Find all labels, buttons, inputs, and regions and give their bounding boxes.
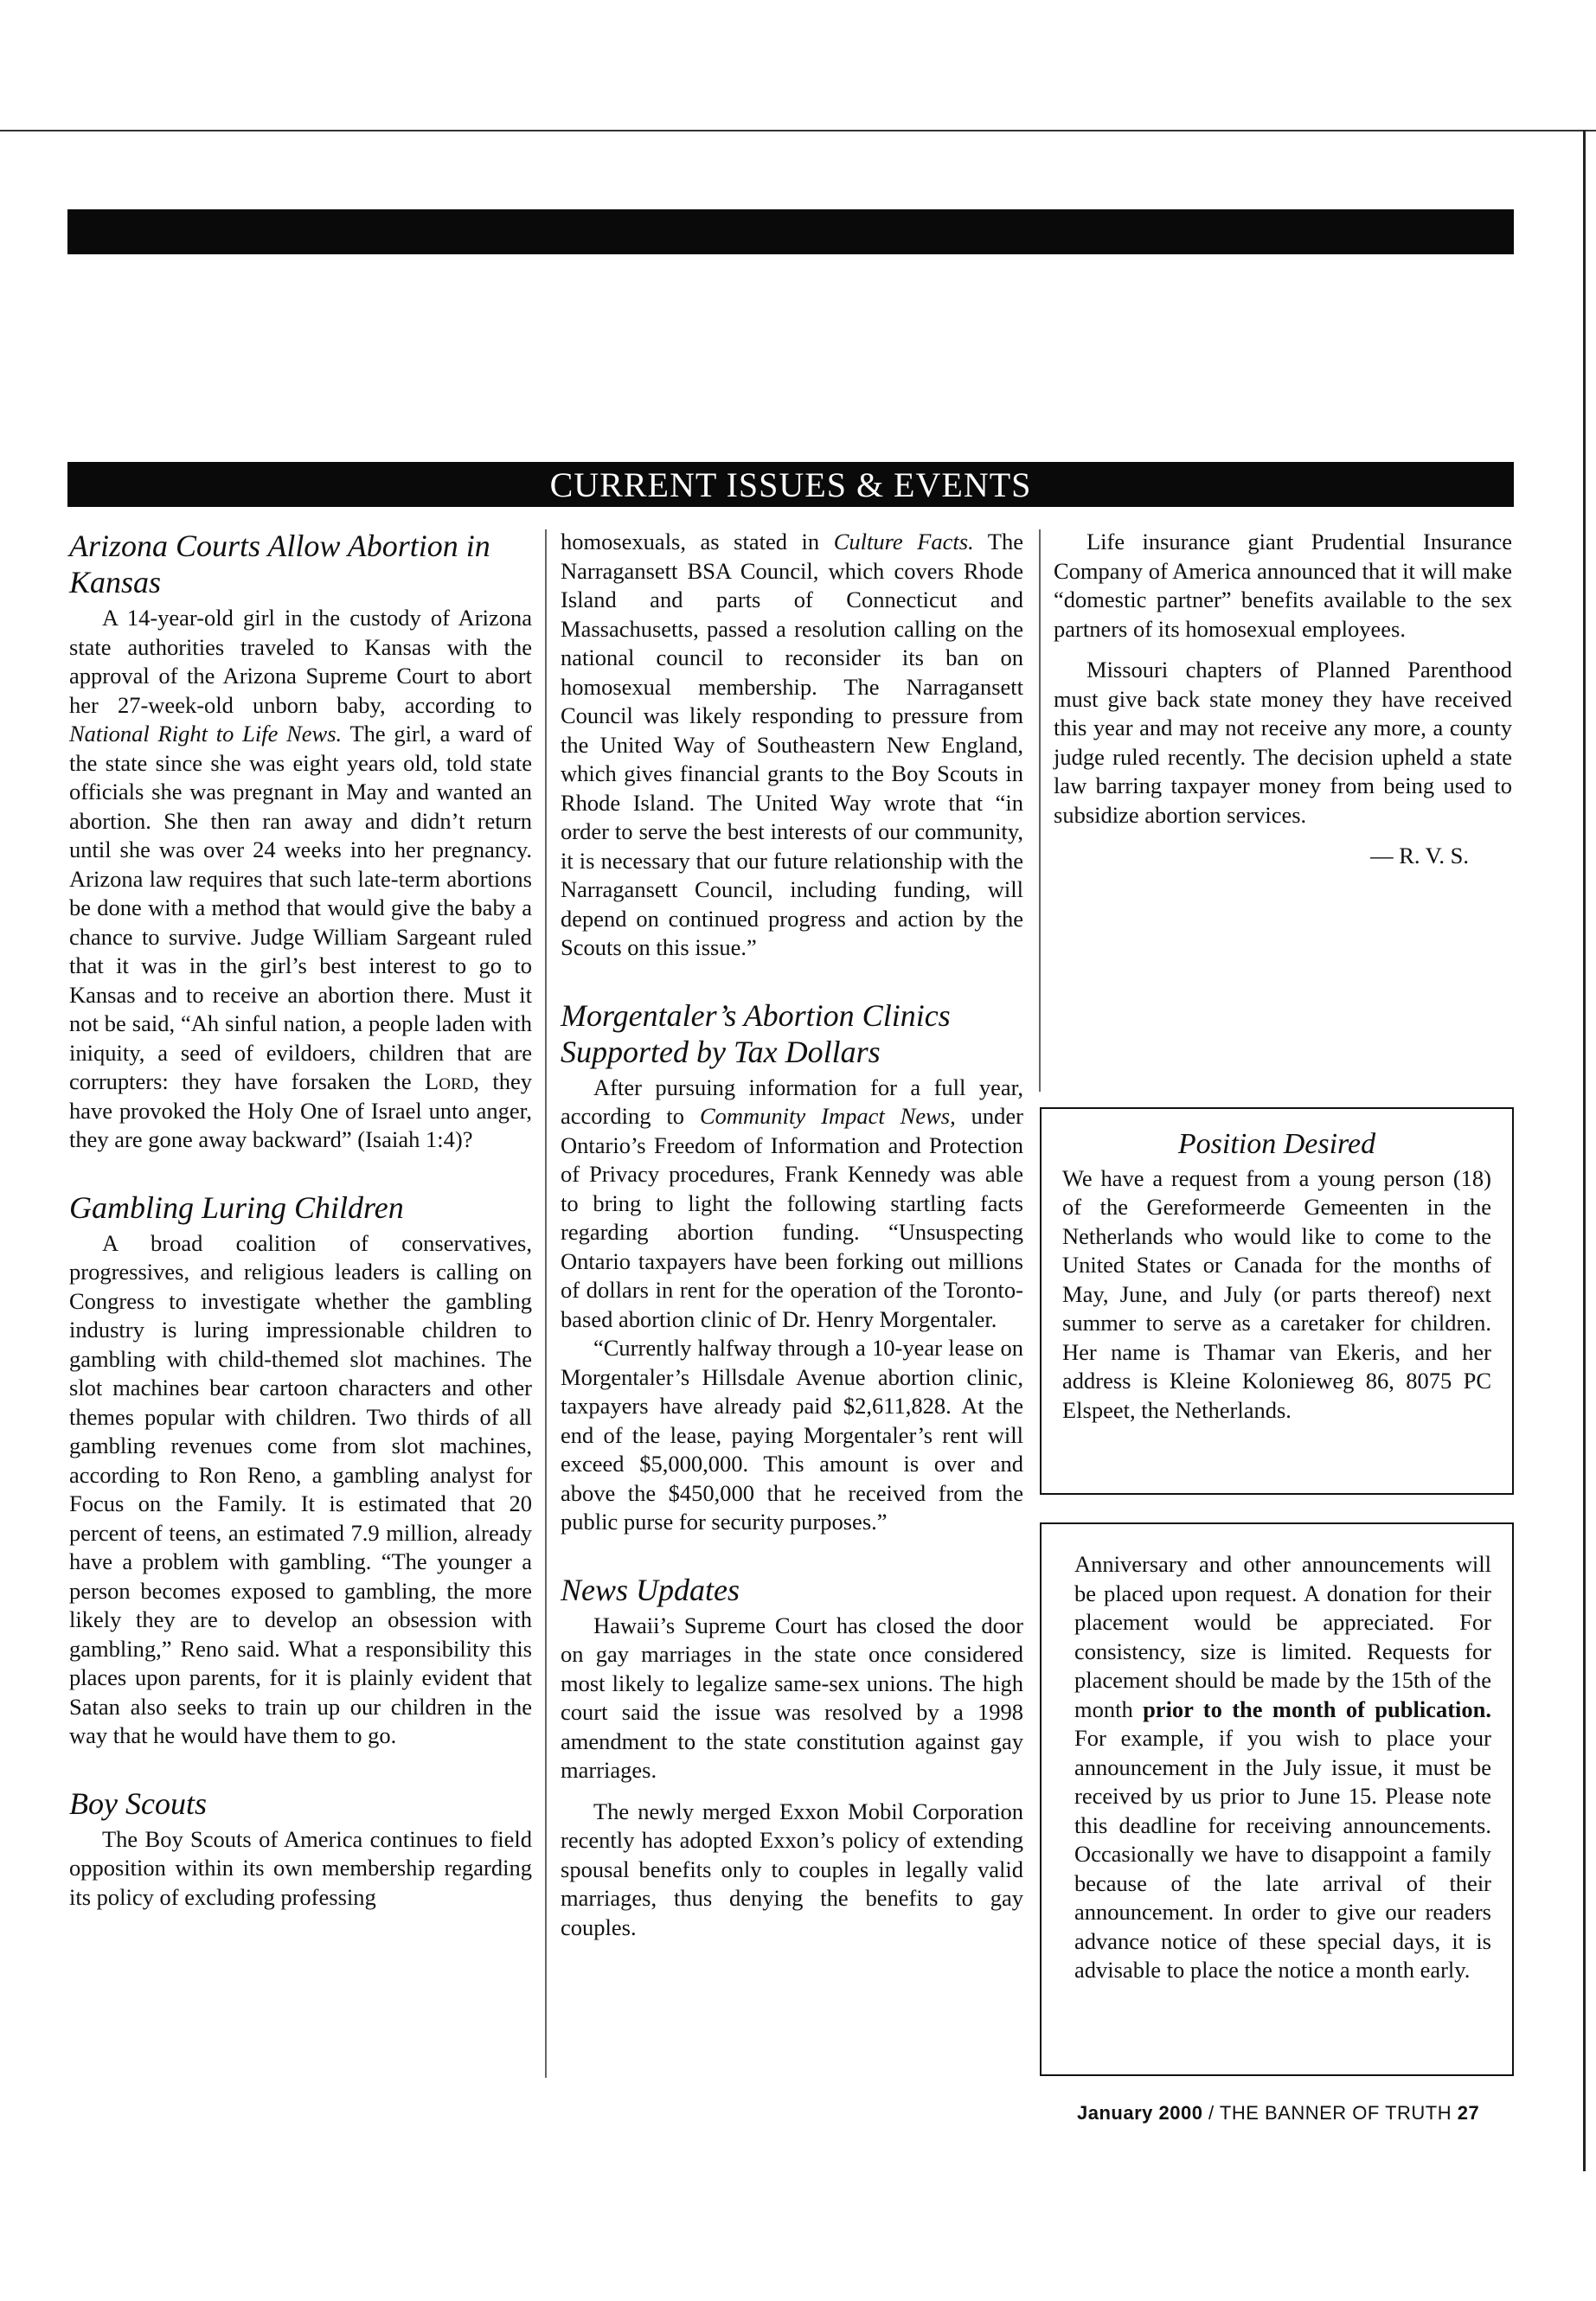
lord-smallcaps: Lord bbox=[425, 1068, 474, 1094]
article-title: Gambling Luring Children bbox=[69, 1189, 404, 1225]
column-divider-2 bbox=[1039, 529, 1041, 1092]
article-news-updates bbox=[561, 1572, 1023, 1943]
article-paragraph: The newly merged Exxon Mobil Corporation recently has adopted Exxon’s policy of extending spousal benefits only to couples in legally valid marriages, thus denying the benefits to gay couples. bbox=[561, 1798, 1023, 1940]
article-paragraph: Hawaii’s Supreme Court has closed the door on gay marriages in the state once considered most likely to legalize same-sex unions. The high court said the issue was resolved by a 1998 amendment to the state constitution against gay marriages. bbox=[561, 1612, 1023, 1783]
source-name: National Right to Life News. bbox=[69, 721, 343, 747]
right-edge-rule bbox=[1583, 130, 1586, 2171]
article-paragraph: “Currently halfway through a 10-year lease on Morgentaler’s Hillsdale Avenue abortion clinic, taxpayers have already paid $2,611,828. At the end of the lease, paying Morgentaler’s rent will exceed $5,000,000. This amount is over and above the $450,000 that he received from the public purse for security purposes.” bbox=[561, 1335, 1023, 1535]
article-paragraph: A 14-year-old girl in the custody of Arizona state authorities traveled to Kansas with the approval of the Arizona Supreme Court to abort her 27-week-old unborn baby, according to National Right to Life News. The girl, a ward of the state since she was eight years old, told state officials she was pregnant in May and wanted an abortion. She then ran away and didn’t return until she was over 24 weeks into her pregnancy. Arizona law requires that such late-term abortions be done with a method that would give the baby a chance to survive. Judge William Sargeant ruled that it was in the girl’s best interest to go to Kansas and to receive an abortion there. Must it not be said, “Ah sinful nation, a people laden with iniquity, a seed of evildoers, children that are corrupters: they have forsaken the Lord, they have provoked the Holy One of Israel unto anger, they are gone away backward” (Isaiah 1:4)? bbox=[69, 605, 533, 1152]
article-morgentaler bbox=[561, 997, 1023, 1537]
publication-name: THE BANNER OF TRUTH bbox=[1219, 2102, 1452, 2124]
box-title: Position Desired bbox=[1177, 1128, 1376, 1160]
article-paragraph: Life insurance giant Prudential Insurance Company of America announced that it will make “domestic partner” benefits available to the sex partners of its homosexual employees. bbox=[1054, 529, 1512, 642]
issue-date: January 2000 bbox=[1077, 2102, 1203, 2124]
article-paragraph: Missouri chapters of Planned Parenthood must give back state money they have received this year and may not receive any more, a county judge ruled recently. The decision upheld a state law barring taxpayer money from being used to subsidize abortion services. bbox=[1054, 657, 1512, 828]
source-name: Culture Facts. bbox=[833, 529, 974, 554]
box-text: We have a request from a young person (18) of the Gereformeerde Gemeenten in the Netherlands who would like to come to the United States or Canada for the months of May, June, and July (or parts thereof) next summer to serve as a caretaker for children. Her name is Thamar van Ekeris, and her address is Kleine Kolonieweg 86, 8075 PC Elspeet, the Netherlands. bbox=[1062, 1164, 1491, 1423]
article-boy-scouts bbox=[69, 1785, 532, 1913]
article-paragraph: After pursuing information for a full year, according to Community Impact News, under Ontario’s Freedom of Information and Protection of Privacy procedures, Frank Kennedy was able to bring to light the following startling facts regarding abortion funding. “Unsuspecting Ontario taxpayers have been forking out millions of dollars in rent for the operation of the Toronto-based abortion clinic of Dr. Henry Morgentaler. bbox=[561, 1074, 1023, 1332]
article-title: Morgentaler’s Abortion Clinics Supported by Tax Dollars bbox=[561, 997, 951, 1069]
article-title: News Updates bbox=[561, 1572, 740, 1607]
section-banner: CURRENT ISSUES & EVENTS bbox=[67, 462, 1514, 507]
article-title: Arizona Courts Allow Abortion in Kansas bbox=[69, 529, 490, 599]
article-gambling bbox=[69, 1189, 532, 1751]
header-black-bar bbox=[67, 209, 1514, 254]
column-2 bbox=[561, 528, 1023, 1942]
column-divider-1 bbox=[545, 529, 547, 2078]
position-desired-box bbox=[1040, 1107, 1514, 1495]
announcement-box bbox=[1040, 1522, 1514, 2076]
column-1 bbox=[69, 528, 532, 1912]
top-rule bbox=[0, 130, 1596, 131]
emphasis-text: prior to the month of publication. bbox=[1143, 1695, 1491, 1722]
source-name: Community Impact News, bbox=[699, 1103, 956, 1129]
article-paragraph: A broad coalition of conservatives, progressives, and religious leaders is calling on Congress to investigate whether the gambling industry is luring impressionable children to gambling with child-themed slot machines. The slot machines bear cartoon characters and other themes popular with children. Two thirds of all gambling revenues come from slot machines, according to Ron Reno, a gambling analyst for Focus on the Family. It is estimated that 20 percent of teens, an estimated 7.9 million, already have a problem with gambling. “The younger a person becomes exposed to gambling, the more likely they are to develop an obsession with gambling,” Reno said. What a responsibility this places upon parents, for it is plainly evident that Satan also seeks to train up our children in the way that he would have them to go. bbox=[69, 1229, 532, 1748]
author-signature: — R. V. S. bbox=[1370, 843, 1469, 868]
box-text: Anniversary and other announcements will be placed upon request. A donation for their placement would be appreciated. For consistency, size is limited. Requests for placement should be made by the 15th of the month prior to the month of publication. For example, if you wish to place your announcement in the July issue, it must be received by us prior to June 15. Please note this deadline for receiving announcements. Occasionally we have to disappoint a family because of the late arrival of their announcement. In order to give our readers advance notice of these special days, it is advisable to place the notice a month early. bbox=[1074, 1551, 1491, 1983]
article-paragraph: The Boy Scouts of America continues to field opposition within its own membership regarding its policy of excluding professing bbox=[69, 1825, 532, 1910]
article-title: Boy Scouts bbox=[69, 1785, 207, 1821]
column-3 bbox=[1054, 528, 1512, 871]
article-paragraph-continued: homosexuals, as stated in Culture Facts. The Narragansett BSA Council, which covers Rhode Island and parts of Connecticut and Massachusetts, passed a resolution calling on the national council to reconsider its ban on homosexual membership. The Narragansett Council was likely responding to pressure from the United Way of Southeastern New England, which gives financial grants to the Boy Scouts in Rhode Island. The United Way wrote that “in order to serve the best interests of our community, it is necessary that our future relationship with the Narragansett Council, including funding, will depend on continued progress and action by the Scouts on this issue.” bbox=[561, 529, 1023, 960]
page-number: 27 bbox=[1452, 2102, 1480, 2124]
article-arizona bbox=[69, 528, 532, 1155]
page-footer: January 2000 / THE BANNER OF TRUTH 27 bbox=[1077, 2102, 1480, 2124]
